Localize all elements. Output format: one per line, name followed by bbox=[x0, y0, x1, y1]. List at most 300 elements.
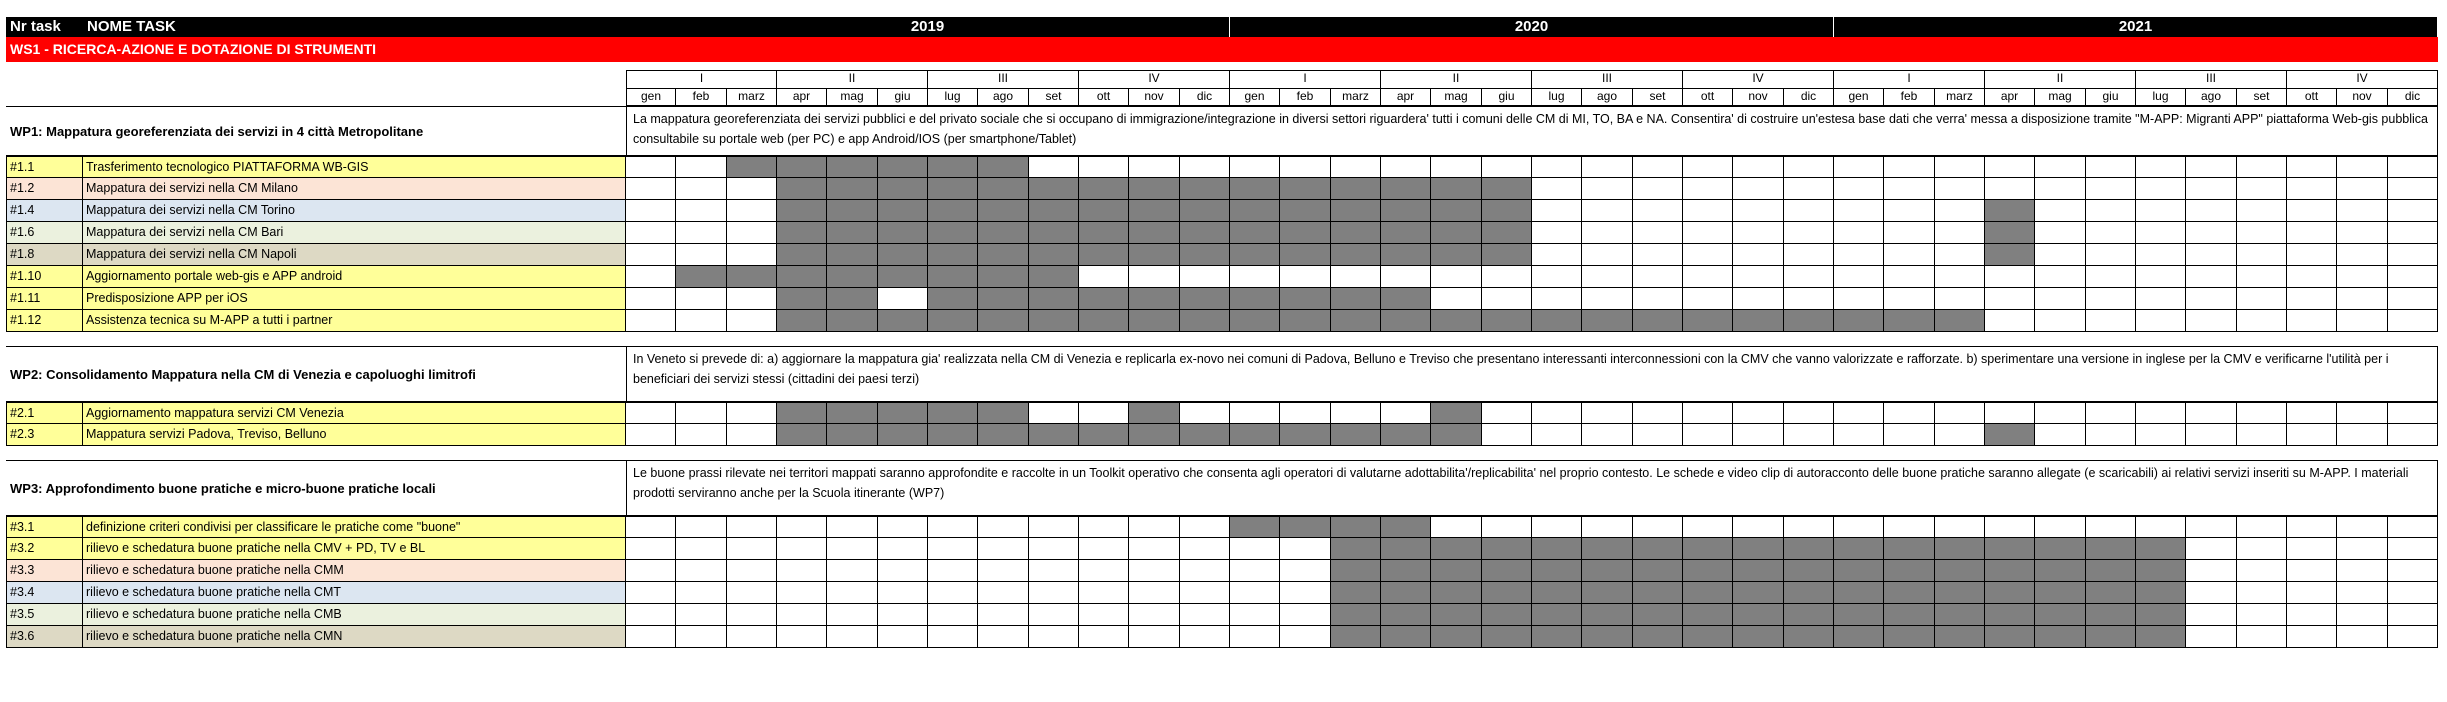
gantt-bar-cell bbox=[777, 222, 827, 244]
gantt-cell bbox=[1280, 560, 1331, 582]
gantt-cell bbox=[1079, 604, 1129, 626]
gantt-bar-cell bbox=[1029, 288, 1079, 310]
gantt-bar-cell bbox=[1482, 582, 1532, 604]
gantt-cell bbox=[1733, 222, 1784, 244]
gantt-cell bbox=[2287, 538, 2337, 560]
wp-title: WP3: Approfondimento buone pratiche e micro-buone pratiche locali bbox=[6, 460, 626, 516]
gantt-cell bbox=[2287, 178, 2337, 200]
gantt-bar-cell bbox=[1381, 310, 1431, 332]
spacer bbox=[6, 446, 2438, 460]
gantt-cell bbox=[1683, 222, 1733, 244]
quarter-header: I bbox=[1230, 70, 1381, 88]
section-row bbox=[6, 37, 2438, 62]
quarter-header: II bbox=[777, 70, 928, 88]
gantt-cell bbox=[1482, 424, 1532, 446]
gantt-cell bbox=[1230, 582, 1280, 604]
gantt-cell bbox=[1935, 288, 1985, 310]
gantt-bar-cell bbox=[878, 244, 928, 266]
gantt-cell bbox=[727, 424, 777, 446]
gantt-bar-cell bbox=[1633, 604, 1683, 626]
gantt-bar-cell bbox=[1482, 222, 1532, 244]
gantt-cell bbox=[1180, 604, 1230, 626]
gantt-bar-cell bbox=[1834, 560, 1884, 582]
gantt-bar-cell bbox=[1079, 222, 1129, 244]
gantt-bar-cell bbox=[1683, 310, 1733, 332]
gantt-cell bbox=[2388, 560, 2438, 582]
gantt-cell bbox=[2337, 244, 2388, 266]
gantt-cell bbox=[1834, 402, 1884, 424]
gantt-chart bbox=[6, 17, 2438, 648]
task-id: #3.2 bbox=[6, 538, 83, 560]
gantt-cell bbox=[2186, 156, 2237, 178]
gantt-bar-cell bbox=[1331, 538, 1381, 560]
task-row bbox=[6, 310, 2438, 332]
gantt-bar-cell bbox=[1884, 310, 1935, 332]
gantt-cell bbox=[1482, 402, 1532, 424]
gantt-cell bbox=[676, 626, 727, 648]
gantt-bar-cell bbox=[1280, 244, 1331, 266]
gantt-cell bbox=[1784, 516, 1834, 538]
gantt-cell bbox=[1582, 244, 1633, 266]
wp-header-row bbox=[6, 460, 2438, 516]
month-header: feb bbox=[1884, 88, 1935, 106]
gantt-cell bbox=[1230, 156, 1280, 178]
gantt-cell bbox=[727, 516, 777, 538]
gantt-cell bbox=[1280, 156, 1331, 178]
gantt-bar-cell bbox=[1482, 244, 1532, 266]
gantt-cell bbox=[1431, 266, 1482, 288]
gantt-cell bbox=[1834, 424, 1884, 446]
gantt-cell bbox=[827, 626, 878, 648]
task-row bbox=[6, 582, 2438, 604]
gantt-cell bbox=[2388, 310, 2438, 332]
task-row bbox=[6, 538, 2438, 560]
gantt-cell bbox=[1029, 560, 1079, 582]
gantt-cell bbox=[1784, 266, 1834, 288]
gantt-cell bbox=[1381, 266, 1431, 288]
gantt-cell bbox=[1834, 288, 1884, 310]
task-id: #3.4 bbox=[6, 582, 83, 604]
gantt-cell bbox=[676, 288, 727, 310]
gantt-cell bbox=[727, 560, 777, 582]
gantt-cell bbox=[676, 244, 727, 266]
gantt-bar-cell bbox=[1331, 582, 1381, 604]
gantt-cell bbox=[2086, 424, 2136, 446]
header-row bbox=[6, 17, 2438, 37]
gantt-cell bbox=[2287, 156, 2337, 178]
gantt-bar-cell bbox=[1633, 538, 1683, 560]
gantt-cell bbox=[676, 516, 727, 538]
gantt-cell bbox=[1532, 288, 1582, 310]
gantt-cell bbox=[928, 582, 978, 604]
gantt-bar-cell bbox=[1331, 222, 1381, 244]
gantt-cell bbox=[626, 516, 676, 538]
gantt-cell bbox=[2136, 402, 2186, 424]
gantt-cell bbox=[1029, 538, 1079, 560]
month-header: ott bbox=[1079, 88, 1129, 106]
gantt-cell bbox=[676, 560, 727, 582]
gantt-bar-cell bbox=[1129, 424, 1180, 446]
gantt-cell bbox=[1280, 626, 1331, 648]
gantt-cell bbox=[1230, 560, 1280, 582]
gantt-bar-cell bbox=[1180, 424, 1230, 446]
gantt-cell bbox=[1280, 604, 1331, 626]
gantt-cell bbox=[978, 626, 1029, 648]
gantt-bar-cell bbox=[827, 402, 878, 424]
gantt-cell bbox=[1633, 156, 1683, 178]
gantt-cell bbox=[2287, 604, 2337, 626]
gantt-cell bbox=[626, 582, 676, 604]
gantt-cell bbox=[1532, 222, 1582, 244]
gantt-cell bbox=[1834, 266, 1884, 288]
gantt-cell bbox=[928, 604, 978, 626]
gantt-cell bbox=[2287, 560, 2337, 582]
task-id: #1.4 bbox=[6, 200, 83, 222]
gantt-cell bbox=[626, 244, 676, 266]
gantt-bar-cell bbox=[1029, 266, 1079, 288]
month-header: nov bbox=[1733, 88, 1784, 106]
quarter-header: III bbox=[1532, 70, 1683, 88]
gantt-bar-cell bbox=[1381, 288, 1431, 310]
month-header: ott bbox=[2287, 88, 2337, 106]
gantt-cell bbox=[878, 538, 928, 560]
gantt-cell bbox=[2287, 244, 2337, 266]
gantt-bar-cell bbox=[1280, 310, 1331, 332]
gantt-cell bbox=[626, 266, 676, 288]
gantt-cell bbox=[676, 200, 727, 222]
gantt-cell bbox=[676, 178, 727, 200]
month-header: nov bbox=[1129, 88, 1180, 106]
month-header: gen bbox=[1230, 88, 1280, 106]
gantt-bar-cell bbox=[1784, 626, 1834, 648]
gantt-cell bbox=[2186, 604, 2237, 626]
gantt-cell bbox=[2337, 626, 2388, 648]
gantt-cell bbox=[1280, 538, 1331, 560]
gantt-bar-cell bbox=[1331, 244, 1381, 266]
gantt-cell bbox=[2337, 288, 2388, 310]
gantt-cell bbox=[727, 582, 777, 604]
gantt-bar-cell bbox=[2136, 560, 2186, 582]
gantt-cell bbox=[2388, 626, 2438, 648]
gantt-bar-cell bbox=[1180, 288, 1230, 310]
gantt-bar-cell bbox=[1582, 582, 1633, 604]
task-id: #2.3 bbox=[6, 424, 83, 446]
gantt-bar-cell bbox=[1029, 244, 1079, 266]
gantt-cell bbox=[2237, 582, 2287, 604]
task-row bbox=[6, 200, 2438, 222]
gantt-cell bbox=[676, 424, 727, 446]
gantt-cell bbox=[1985, 310, 2035, 332]
gantt-cell bbox=[1129, 538, 1180, 560]
gantt-bar-cell bbox=[1079, 244, 1129, 266]
gantt-bar-cell bbox=[1683, 538, 1733, 560]
gantt-bar-cell bbox=[978, 178, 1029, 200]
gantt-cell bbox=[2086, 200, 2136, 222]
gantt-bar-cell bbox=[1834, 626, 1884, 648]
gantt-bar-cell bbox=[2136, 626, 2186, 648]
gantt-cell bbox=[727, 538, 777, 560]
gantt-bar-cell bbox=[777, 244, 827, 266]
gantt-bar-cell bbox=[2035, 560, 2086, 582]
gantt-cell bbox=[676, 156, 727, 178]
gantt-bar-cell bbox=[878, 310, 928, 332]
gantt-cell bbox=[1884, 156, 1935, 178]
gantt-cell bbox=[1985, 402, 2035, 424]
gantt-bar-cell bbox=[1079, 178, 1129, 200]
gantt-cell bbox=[1834, 244, 1884, 266]
gantt-cell bbox=[1784, 424, 1834, 446]
task-name: Aggiornamento mappatura servizi CM Venezia bbox=[83, 402, 626, 424]
month-header: dic bbox=[1784, 88, 1834, 106]
gantt-cell bbox=[2086, 310, 2136, 332]
gantt-cell bbox=[2136, 200, 2186, 222]
gantt-cell bbox=[2388, 200, 2438, 222]
gantt-cell bbox=[2388, 538, 2438, 560]
gantt-cell bbox=[1935, 200, 1985, 222]
gantt-bar-cell bbox=[1029, 424, 1079, 446]
gantt-bar-cell bbox=[1985, 538, 2035, 560]
gantt-bar-cell bbox=[1331, 200, 1381, 222]
month-header: feb bbox=[1280, 88, 1331, 106]
gantt-cell bbox=[1633, 402, 1683, 424]
gantt-cell bbox=[1784, 156, 1834, 178]
gantt-cell bbox=[2035, 244, 2086, 266]
gantt-bar-cell bbox=[978, 266, 1029, 288]
gantt-cell bbox=[1280, 266, 1331, 288]
gantt-cell bbox=[2035, 424, 2086, 446]
year-header: 2019 bbox=[626, 17, 1230, 37]
gantt-cell bbox=[2186, 582, 2237, 604]
task-id: #3.3 bbox=[6, 560, 83, 582]
gantt-cell bbox=[2136, 178, 2186, 200]
gantt-bar-cell bbox=[1331, 516, 1381, 538]
gantt-bar-cell bbox=[727, 156, 777, 178]
gantt-cell bbox=[1633, 266, 1683, 288]
gantt-bar-cell bbox=[1431, 560, 1482, 582]
gantt-cell bbox=[676, 310, 727, 332]
spacer bbox=[6, 332, 2438, 346]
gantt-bar-cell bbox=[1683, 582, 1733, 604]
year-header: 2020 bbox=[1230, 17, 1834, 37]
gantt-cell bbox=[1733, 244, 1784, 266]
gantt-cell bbox=[2337, 516, 2388, 538]
gantt-cell bbox=[878, 288, 928, 310]
gantt-cell bbox=[1884, 200, 1935, 222]
gantt-cell bbox=[1180, 402, 1230, 424]
section-title: WS1 - RICERCA-AZIONE E DOTAZIONE DI STRUMENTI bbox=[6, 37, 2438, 62]
task-name: rilievo e schedatura buone pratiche nella CMV + PD, TV e BL bbox=[83, 538, 626, 560]
wp-description: Le buone prassi rilevate nei territori mappati saranno approfondite e raccolte in un Toolkit operativo che consenta agli operatori di valutarne adottabilita'/replicabilita' nel proprio contesto. Le schede e video clip di autoracconto delle buone pratiche saranno allegate (e scaricabili) ai relativi servizi inseriti su M-APP. I materiali prodotti serviranno anche per la Scuola itinerante (WP7) bbox=[626, 460, 2438, 516]
gantt-cell bbox=[928, 538, 978, 560]
gantt-cell bbox=[2086, 516, 2136, 538]
gantt-bar-cell bbox=[2086, 560, 2136, 582]
task-id: #1.2 bbox=[6, 178, 83, 200]
gantt-bar-cell bbox=[1180, 244, 1230, 266]
gantt-bar-cell bbox=[777, 288, 827, 310]
gantt-bar-cell bbox=[1733, 604, 1784, 626]
gantt-bar-cell bbox=[978, 402, 1029, 424]
task-name: rilievo e schedatura buone pratiche nella CMB bbox=[83, 604, 626, 626]
task-name: Mappatura dei servizi nella CM Bari bbox=[83, 222, 626, 244]
gantt-cell bbox=[1733, 516, 1784, 538]
gantt-bar-cell bbox=[1482, 604, 1532, 626]
quarter-header: III bbox=[928, 70, 1079, 88]
gantt-bar-cell bbox=[978, 156, 1029, 178]
task-row bbox=[6, 604, 2438, 626]
gantt-cell bbox=[1079, 156, 1129, 178]
gantt-cell bbox=[1683, 516, 1733, 538]
gantt-cell bbox=[1985, 516, 2035, 538]
gantt-cell bbox=[1733, 156, 1784, 178]
wp-header-row bbox=[6, 346, 2438, 402]
gantt-bar-cell bbox=[1230, 516, 1280, 538]
gantt-cell bbox=[928, 516, 978, 538]
gantt-bar-cell bbox=[827, 244, 878, 266]
gantt-bar-cell bbox=[1431, 604, 1482, 626]
gantt-cell bbox=[2237, 156, 2287, 178]
gantt-cell bbox=[2035, 156, 2086, 178]
gantt-cell bbox=[2287, 310, 2337, 332]
spacer bbox=[6, 62, 2438, 70]
gantt-cell bbox=[777, 604, 827, 626]
task-name: Mappatura dei servizi nella CM Torino bbox=[83, 200, 626, 222]
month-header: apr bbox=[1381, 88, 1431, 106]
gantt-cell bbox=[1935, 178, 1985, 200]
gantt-bar-cell bbox=[1331, 604, 1381, 626]
gantt-cell bbox=[2035, 402, 2086, 424]
gantt-bar-cell bbox=[1280, 424, 1331, 446]
gantt-cell bbox=[777, 626, 827, 648]
gantt-cell bbox=[2035, 516, 2086, 538]
gantt-cell bbox=[1784, 222, 1834, 244]
gantt-bar-cell bbox=[928, 156, 978, 178]
task-id: #1.10 bbox=[6, 266, 83, 288]
month-header: nov bbox=[2337, 88, 2388, 106]
gantt-cell bbox=[1180, 560, 1230, 582]
task-row bbox=[6, 244, 2438, 266]
gantt-cell bbox=[978, 516, 1029, 538]
gantt-cell bbox=[1884, 178, 1935, 200]
gantt-bar-cell bbox=[1834, 582, 1884, 604]
gantt-bar-cell bbox=[827, 156, 878, 178]
gantt-bar-cell bbox=[1985, 582, 2035, 604]
task-row bbox=[6, 178, 2438, 200]
gantt-cell bbox=[2237, 310, 2287, 332]
gantt-cell bbox=[1230, 626, 1280, 648]
gantt-cell bbox=[2287, 516, 2337, 538]
gantt-cell bbox=[2186, 424, 2237, 446]
gantt-bar-cell bbox=[1784, 582, 1834, 604]
gantt-cell bbox=[1582, 178, 1633, 200]
gantt-bar-cell bbox=[1230, 178, 1280, 200]
gantt-bar-cell bbox=[1633, 626, 1683, 648]
gantt-cell bbox=[1834, 516, 1884, 538]
gantt-cell bbox=[727, 178, 777, 200]
gantt-cell bbox=[1280, 582, 1331, 604]
month-header: dic bbox=[1180, 88, 1230, 106]
gantt-cell bbox=[777, 560, 827, 582]
gantt-cell bbox=[2388, 604, 2438, 626]
task-id: #3.5 bbox=[6, 604, 83, 626]
task-id: #3.6 bbox=[6, 626, 83, 648]
task-row bbox=[6, 222, 2438, 244]
gantt-cell bbox=[626, 200, 676, 222]
month-header: giu bbox=[878, 88, 928, 106]
quarter-header: IV bbox=[2287, 70, 2438, 88]
gantt-cell bbox=[2035, 200, 2086, 222]
gantt-bar-cell bbox=[1381, 200, 1431, 222]
task-name: definizione criteri condivisi per classificare le pratiche come "buone" bbox=[83, 516, 626, 538]
gantt-bar-cell bbox=[1331, 560, 1381, 582]
gantt-cell bbox=[878, 604, 928, 626]
gantt-cell bbox=[827, 560, 878, 582]
gantt-cell bbox=[878, 516, 928, 538]
gantt-bar-cell bbox=[2136, 538, 2186, 560]
gantt-bar-cell bbox=[1180, 178, 1230, 200]
month-header: lug bbox=[928, 88, 978, 106]
gantt-bar-cell bbox=[1935, 626, 1985, 648]
gantt-cell bbox=[827, 538, 878, 560]
gantt-cell bbox=[1230, 402, 1280, 424]
gantt-cell bbox=[1482, 266, 1532, 288]
month-header: set bbox=[1029, 88, 1079, 106]
month-header: gen bbox=[626, 88, 676, 106]
gantt-bar-cell bbox=[777, 310, 827, 332]
wp-description: La mappatura georeferenziata dei servizi pubblici e del privato sociale che si occupano di immigrazione/integrazione in diversi settori riguardera' tutti i comuni delle CM di MI, TO, BA e NA. Consentira' di costruire un'estesa base dati che verra' messa a disposizione tramite "M-APP: Migranti APP" piattaforma Web-gis pubblica consultabile su portale web (per PC) e app Android/IOS (per smartphone/Tablet) bbox=[626, 106, 2438, 156]
gantt-bar-cell bbox=[1482, 626, 1532, 648]
quarter-header: IV bbox=[1683, 70, 1834, 88]
gantt-bar-cell bbox=[2086, 604, 2136, 626]
gantt-bar-cell bbox=[1381, 538, 1431, 560]
gantt-bar-cell bbox=[1935, 604, 1985, 626]
gantt-cell bbox=[1733, 178, 1784, 200]
gantt-bar-cell bbox=[2136, 604, 2186, 626]
nr-task-header: Nr task bbox=[6, 17, 83, 37]
gantt-cell bbox=[2388, 516, 2438, 538]
gantt-bar-cell bbox=[1129, 288, 1180, 310]
quarter-header: I bbox=[626, 70, 777, 88]
gantt-cell bbox=[2186, 200, 2237, 222]
gantt-cell bbox=[727, 288, 777, 310]
gantt-cell bbox=[2035, 288, 2086, 310]
task-name: Assistenza tecnica su M-APP a tutti i partner bbox=[83, 310, 626, 332]
task-id: #1.12 bbox=[6, 310, 83, 332]
gantt-cell bbox=[626, 424, 676, 446]
gantt-bar-cell bbox=[1784, 560, 1834, 582]
gantt-bar-cell bbox=[1532, 310, 1582, 332]
gantt-cell bbox=[2337, 538, 2388, 560]
gantt-bar-cell bbox=[1884, 582, 1935, 604]
gantt-bar-cell bbox=[928, 178, 978, 200]
gantt-bar-cell bbox=[2136, 582, 2186, 604]
gantt-cell bbox=[1733, 288, 1784, 310]
gantt-cell bbox=[1129, 626, 1180, 648]
gantt-cell bbox=[2287, 626, 2337, 648]
gantt-cell bbox=[2035, 310, 2086, 332]
month-header: gen bbox=[1834, 88, 1884, 106]
gantt-cell bbox=[2237, 222, 2287, 244]
gantt-cell bbox=[1532, 402, 1582, 424]
gantt-bar-cell bbox=[1180, 222, 1230, 244]
gantt-cell bbox=[2337, 402, 2388, 424]
task-name: Predisposizione APP per iOS bbox=[83, 288, 626, 310]
gantt-bar-cell bbox=[1532, 560, 1582, 582]
gantt-cell bbox=[1331, 402, 1381, 424]
gantt-bar-cell bbox=[1834, 538, 1884, 560]
gantt-cell bbox=[2186, 310, 2237, 332]
task-name: Aggiornamento portale web-gis e APP android bbox=[83, 266, 626, 288]
wp-title: WP2: Consolidamento Mappatura nella CM di Venezia e capoluoghi limitrofi bbox=[6, 346, 626, 402]
